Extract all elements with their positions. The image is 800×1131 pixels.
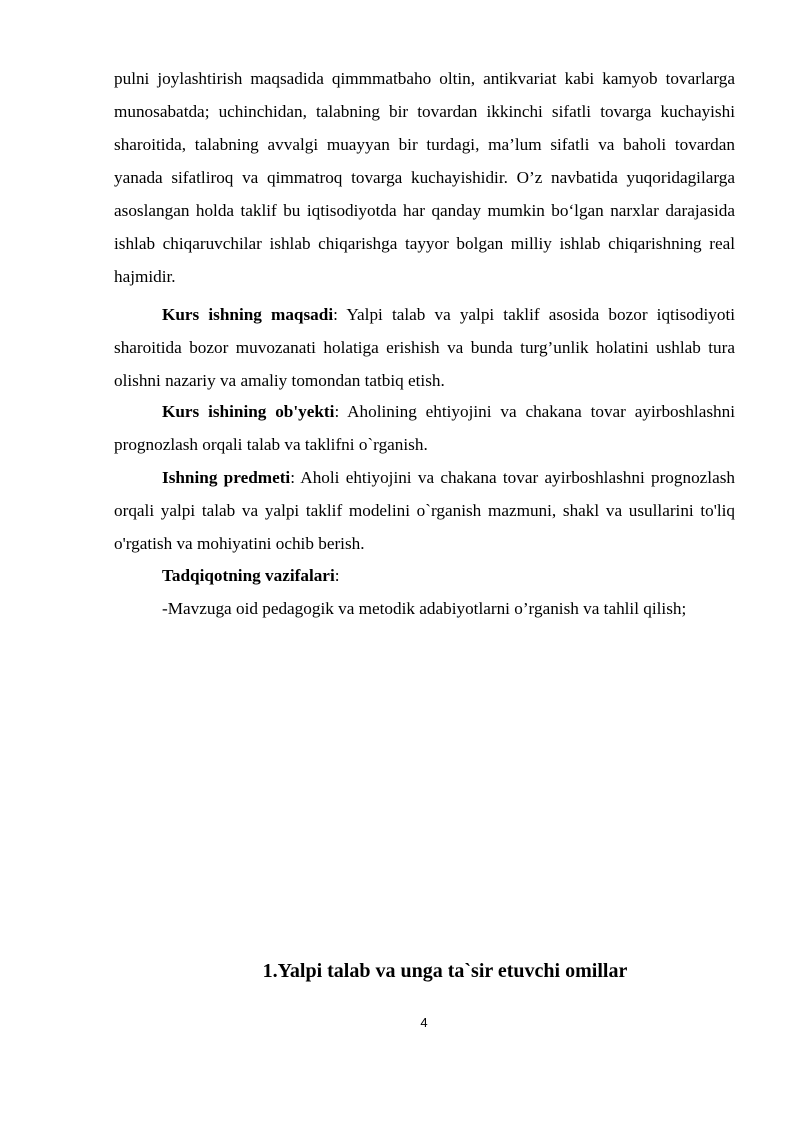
subject-paragraph	[114, 461, 735, 560]
subject-text: : Aholi ehtiyojini va chakana tovar ayirboshlashni prognozlash orqali yalpi talab va yalpi taklif modelini o`rganish mazmuni, shakl va usullarini to'liq o'rgatish va mohiyatini ochib berish.	[114, 468, 735, 553]
tasks-text: :	[334, 566, 340, 585]
goal-paragraph	[114, 298, 735, 397]
tasks-paragraph	[114, 559, 735, 592]
object-text: : Aholining ehtiyojini va chakana tovar ayirboshlashni prognozlash orqali talab va taklifni o`rganish.	[114, 402, 735, 454]
subject-term: Ishning predmeti	[162, 468, 291, 487]
intro-paragraph: pulni joylashtirish maqsadida qimmmatbaho oltin, antikvariat kabi kamyob tovarlarga munosabatda; uchinchidan, talabning bir tovardan ikkinchi sifatli tovarga kuchayishi sharoitida, talabning avvalgi muayyan bir turdagi, ma’lum sifatli va baholi tovardan yanada sifatliroq va qimmatroq tovarga kuchayishidir. O’z navbatida yuqoridagilarga asoslangan holda taklif bu iqtisodiyotda har qanday mumkin bo‘lgan narxlar darajasida ishlab chiqaruvchilar ishlab chiqarishga tayyor bolgan milliy ishlab chiqarishning real hajmidir.	[114, 69, 735, 286]
page-number: 4	[420, 1015, 428, 1030]
task-list-item: -Mavzuga oid pedagogik va metodik adabiyotlarni o’rganish va tahlil qilish;	[162, 599, 687, 618]
goal-term: Kurs ishning maqsadi	[162, 305, 334, 324]
goal-text: : Yalpi talab va yalpi taklif asosida bozor iqtisodiyoti sharoitida bozor muvozanati holatiga erishish va bunda turg’unlik holatini ushlab tura olishni nazariy va amaliy tomondan tatbiq etish.	[114, 305, 735, 390]
tasks-term: Tadqiqotning vazifalari	[162, 566, 335, 585]
object-paragraph	[114, 395, 735, 461]
section-heading: 1.Yalpi talab va unga ta`sir etuvchi omillar	[262, 960, 628, 982]
object-term: Kurs ishining ob'yekti	[162, 402, 335, 421]
